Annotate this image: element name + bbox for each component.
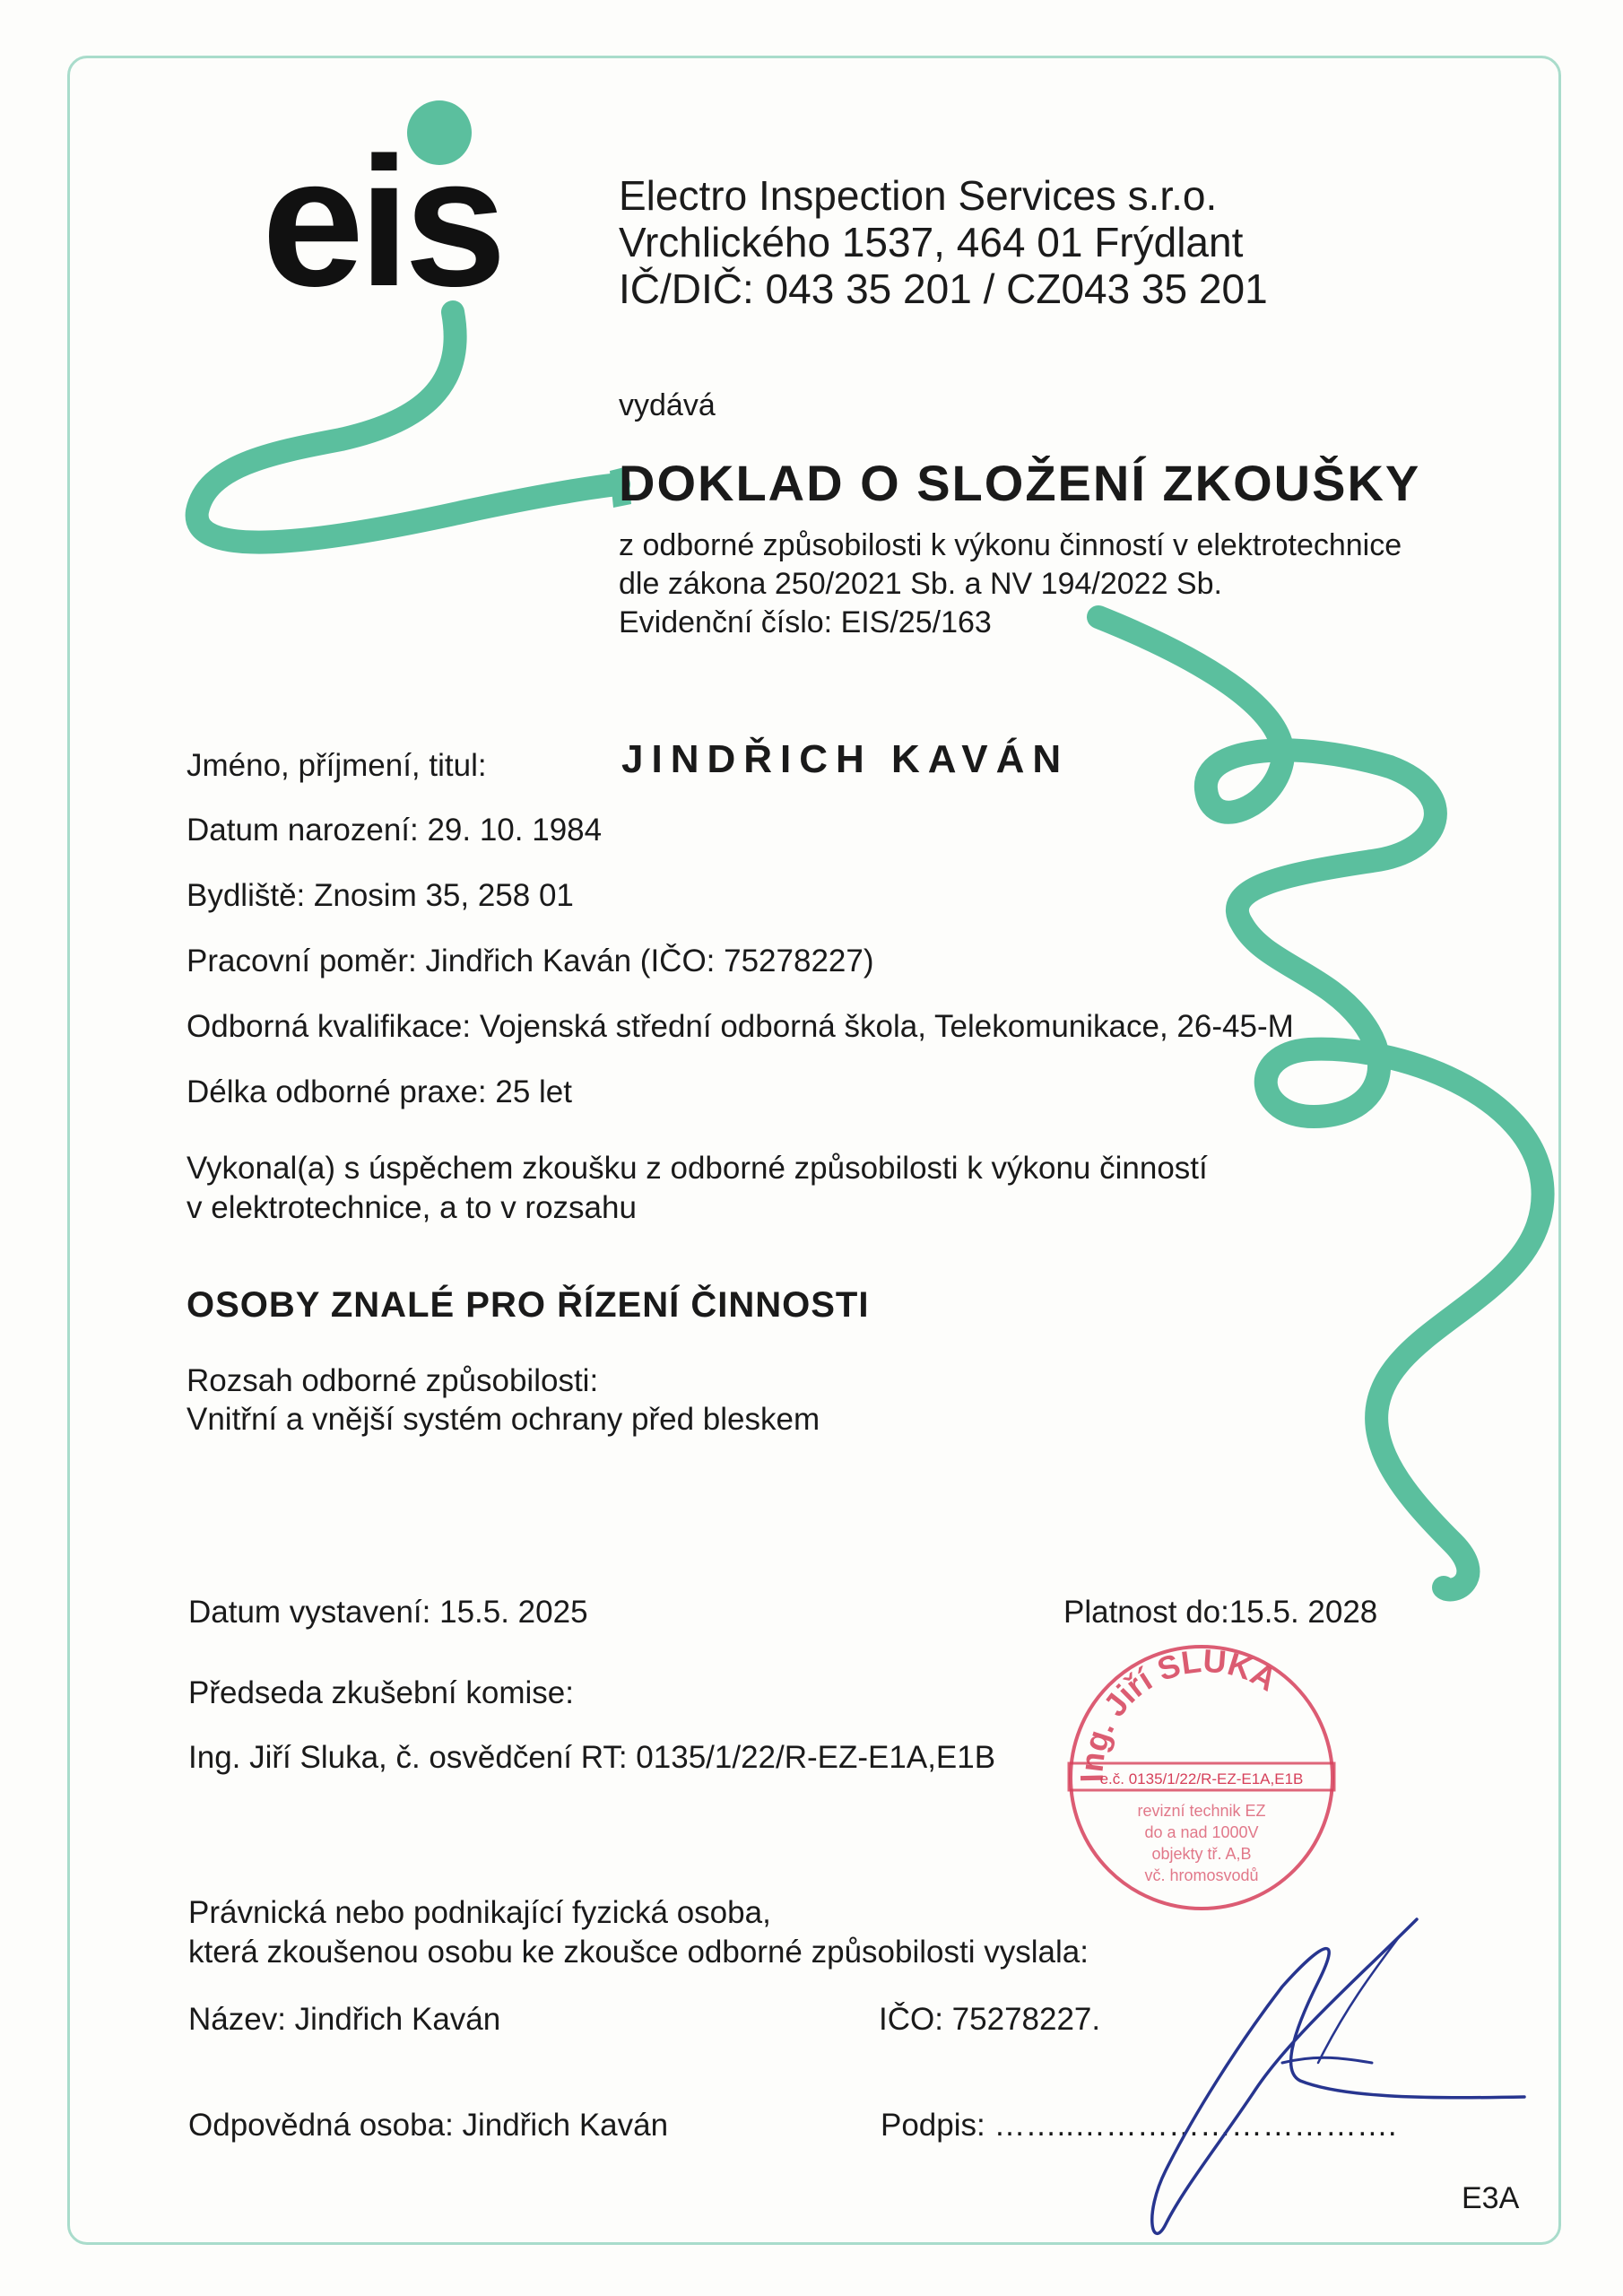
stamp-arc-text: Ing. Jiří SLUKA bbox=[1072, 1641, 1283, 1783]
form-code: E3A bbox=[1462, 2181, 1520, 2215]
evidence-number: Evidenční číslo: EIS/25/163 bbox=[619, 605, 992, 639]
stamp-band-text: e.č. 0135/1/22/R-EZ-E1A,E1B bbox=[1099, 1770, 1304, 1787]
commission-label: Předseda zkušební komise: bbox=[188, 1675, 574, 1710]
qualification: Odborná kvalifikace: Vojenská střední odborná škola, Telekomunikace, 26-45-M bbox=[187, 1009, 1294, 1044]
exam-statement-line2: v elektrotechnice, a to v rozsahu bbox=[187, 1190, 637, 1225]
sender-line2: která zkoušenou osobu ke zkoušce odborné způsobilosti vyslala: bbox=[188, 1935, 1089, 1970]
subtitle-line2: dle zákona 250/2021 Sb. a NV 194/2022 Sb. bbox=[619, 567, 1222, 601]
exam-statement-line1: Vykonal(a) s úspěchem zkoušku z odborné způsobilosti k výkonu činností bbox=[187, 1151, 1208, 1186]
issue-date: Datum vystavení: 15.5. 2025 bbox=[188, 1595, 588, 1630]
stamp-line: revizní technik EZ bbox=[1137, 1802, 1266, 1820]
signature-label: Podpis: ……..…………………………. bbox=[881, 2108, 1397, 2143]
person-name: JINDŘICH KAVÁN bbox=[621, 737, 1070, 781]
residence: Bydliště: Znosim 35, 258 01 bbox=[187, 878, 574, 913]
responsible-person: Odpovědná osoba: Jindřich Kaván bbox=[188, 2108, 669, 2143]
subtitle-line1: z odborné způsobilosti k výkonu činností v elektrotechnice bbox=[619, 528, 1402, 562]
issues-label: vydává bbox=[619, 388, 716, 422]
document-title: DOKLAD O SLOŽENÍ ZKOUŠKY bbox=[619, 455, 1421, 511]
employment: Pracovní poměr: Jindřich Kaván (IČO: 75278227) bbox=[187, 944, 874, 978]
stamp-line: do a nad 1000V bbox=[1144, 1823, 1259, 1841]
birth-date: Datum narození: 29. 10. 1984 bbox=[187, 813, 603, 848]
company-address: Vrchlického 1537, 464 01 Frýdlant bbox=[619, 219, 1244, 265]
scope-label: Rozsah odborné způsobilosti: bbox=[187, 1363, 599, 1398]
stamp-line: objekty tř. A,B bbox=[1151, 1845, 1252, 1863]
qualification-category: OSOBY ZNALÉ PRO ŘÍZENÍ ČINNOSTI bbox=[187, 1285, 870, 1325]
company-name: Electro Inspection Services s.r.o. bbox=[619, 172, 1218, 219]
name-label: Jméno, příjmení, titul: bbox=[187, 748, 487, 783]
commission-member: Ing. Jiří Sluka, č. osvědčení RT: 0135/1/22/R-EZ-E1A,E1B bbox=[188, 1740, 996, 1775]
sender-ico: IČO: 75278227. bbox=[879, 2002, 1101, 2037]
sender-line1: Právnická nebo podnikající fyzická osoba, bbox=[188, 1895, 771, 1930]
company-logo: eis bbox=[262, 119, 501, 325]
validity-date: Platnost do:15.5. 2028 bbox=[1063, 1595, 1378, 1630]
company-ids: IČ/DIČ: 043 35 201 / CZ043 35 201 bbox=[619, 265, 1268, 312]
scope-value: Vnitřní a vnější systém ochrany před bleskem bbox=[187, 1402, 820, 1437]
practice-length: Délka odborné praxe: 25 let bbox=[187, 1074, 572, 1109]
stamp-line: vč. hromosvodů bbox=[1144, 1866, 1259, 1884]
sender-name: Název: Jindřich Kaván bbox=[188, 2002, 501, 2037]
